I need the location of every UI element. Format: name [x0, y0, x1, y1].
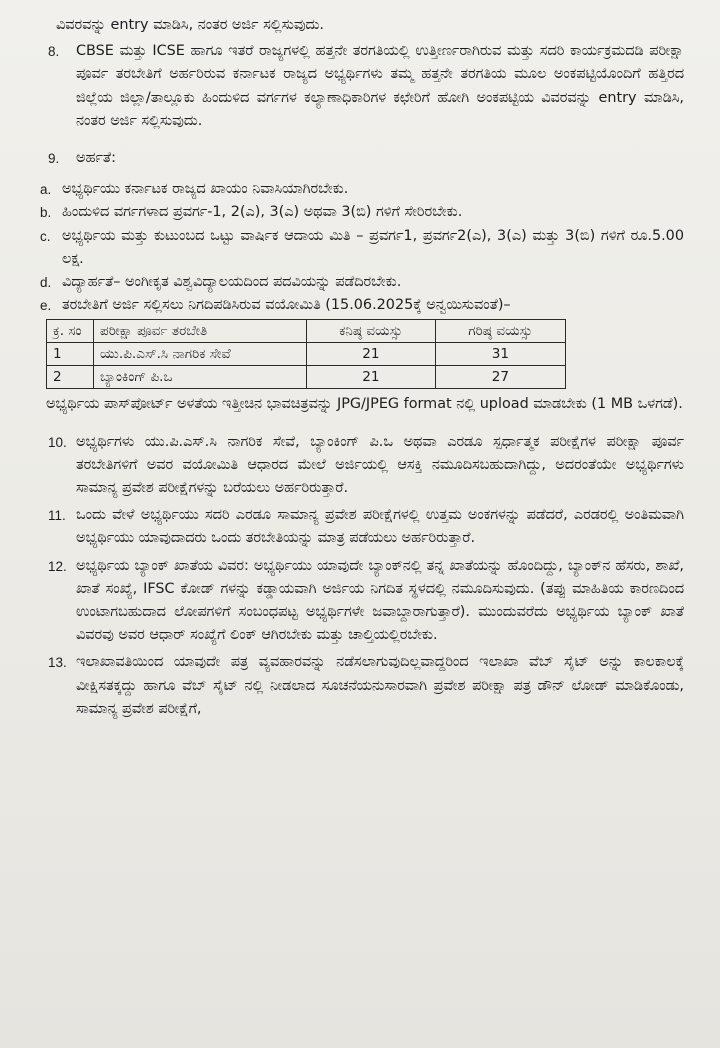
item-text: ಇಲಾಖಾವತಿಯಿಂದ ಯಾವುದೇ ಪತ್ರ ವ್ಯವಹಾರವನ್ನು ನಡೆಸಲಾಗುವುದಿಲ್ಲವಾದ್ದರಿಂದ ಇಲಾಖಾ ವೆಬ್ ಸೈಟ್ ಅನ್ನು ಕಾಲಕಾಲಕ್ಕೆ ವೀಕ್ಷಿಸತಕ್ಕದ್ದು ಹಾಗೂ ವೆಬ್ ಸೈಟ್ ನಲ್ಲಿ ನೀಡಲಾದ ಸೂಚನೆಯನುಸಾರವಾಗಿ ಪ್ರವೇಶ ಪರೀಕ್ಷಾ ಪತ್ರ ಡೌನ್ ಲೋಡ್ ಮಾಡಿಕೊಂಡು, ಸಾಮಾನ್ಯ ಪ್ರವೇಶ ಪರೀಕ್ಷೆಗೆ, — [76, 654, 684, 717]
item-8 — [48, 40, 684, 133]
list-item — [40, 201, 684, 224]
table-row — [47, 366, 566, 389]
list-item — [40, 271, 684, 294]
sub-text: ತರಬೇತಿಗೆ ಅರ್ಜಿ ಸಲ್ಲಿಸಲು ನಿಗದಿಪಡಿಸಿರುವ ವಯೋಮಿತಿ (15.06.2025ಕ್ಕೆ ಅನ್ವಯಿಸುವಂತೆ)– — [62, 297, 511, 314]
table-cell: 31 — [435, 343, 565, 366]
item-9 — [40, 147, 684, 417]
intro-line: ವಿವರವನ್ನು entry ಮಾಡಿಸಿ, ನಂತರ ಅರ್ಜಿ ಸಲ್ಲಿಸುವುದು. — [56, 17, 324, 33]
table-row — [47, 343, 566, 366]
item-text: ಒಂದು ವೇಳೆ ಅಭ್ಯರ್ಥಿಯು ಸದರಿ ಎರಡೂ ಸಾಮಾನ್ಯ ಪ್ರವೇಶ ಪರೀಕ್ಷೆಗಳಲ್ಲಿ ಉತ್ತಮ ಅಂಕಗಳನ್ನು ಪಡೆದರೆ, ಎರಡರಲ್ಲಿ ಅಂತಿಮವಾಗಿ ಅಭ್ಯರ್ಥಿಯು ಯಾವುದಾದರು ಒಂದು ತರಬೇತಿಯನ್ನು ಮಾತ್ರ ಪಡೆಯಲು ಅರ್ಹರಿರುತ್ತಾರೆ. — [76, 507, 684, 547]
item-number: 12. — [48, 558, 67, 574]
item-11 — [48, 504, 684, 550]
item-number: 13. — [48, 655, 67, 671]
table-header: ಪರೀಕ್ಷಾ ಪೂರ್ವ ತರಬೇತಿ — [94, 320, 307, 343]
table-header-row — [47, 320, 566, 343]
item-number: 10. — [48, 434, 67, 450]
table-cell: ಬ್ಯಾಂಕಿಂಗ್ ಪಿ.ಒ — [94, 366, 307, 389]
sub-number: c. — [40, 228, 51, 244]
eligibility-list — [40, 178, 684, 317]
item-text: CBSE ಮತ್ತು ICSE ಹಾಗೂ ಇತರೆ ರಾಜ್ಯಗಳಲ್ಲಿ ಹತ್ತನೇ ತರಗತಿಯಲ್ಲಿ ಉತ್ತೀರ್ಣರಾಗಿರುವ ಮತ್ತು ಸದರಿ ಕಾರ್ಯಕ್ರಮದಡಿ ಪರೀಕ್ಷಾ ಪೂರ್ವ ತರಬೇತಿಗೆ ಅರ್ಹರಿರುವ ಕರ್ನಾಟಕ ರಾಜ್ಯದ ಅಭ್ಯರ್ಥಿಗಳು ತಮ್ಮ ಹತ್ತನೇ ತರಗತಿಯ ಮೂಲ ಅಂಕಪಟ್ಟಿಯೊಂದಿಗೆ ಹತ್ತಿರದ ಜಿಲ್ಲೆಯ ಜಿಲ್ಲಾ/ತಾಲ್ಲೂಕು ಹಿಂದುಳಿದ ವರ್ಗಗಳ ಕಲ್ಯಾಣಾಧಿಕಾರಿಗಳ ಕಛೇರಿಗೆ ಹೋಗಿ ಅಂಕಪಟ್ಟಿಯ ವಿವರವನ್ನು entry ಮಾಡಿಸಿ, ನಂತರ ಅರ್ಜಿ ಸಲ್ಲಿಸುವುದು. — [76, 43, 684, 129]
item-9-heading: ಅರ್ಹತೆ: — [76, 150, 116, 167]
sub-number: b. — [40, 205, 52, 221]
item-number: 11. — [48, 508, 66, 524]
photo-upload-note: ಅಭ್ಯರ್ಥಿಯ ಪಾಸ್‌ಪೋರ್ಟ್ ಅಳತೆಯ ಇತ್ತೀಚಿನ ಭಾವಚಿತ್ರವನ್ನು JPG/JPEG format ನಲ್ಲಿ upload ಮಾಡಬೇಕು (1 MB ಒಳಗಡೆ). — [46, 396, 683, 413]
item-number: 9. — [48, 151, 60, 167]
sub-number: a. — [40, 182, 52, 198]
item-text: ಅಭ್ಯರ್ಥಿಯ ಬ್ಯಾಂಕ್ ಖಾತೆಯ ವಿವರ: ಅಭ್ಯರ್ಥಿಯು ಯಾವುದೇ ಬ್ಯಾಂಕ್‌ನಲ್ಲಿ ತನ್ನ ಖಾತೆಯನ್ನು ಹೊಂದಿದ್ದು, ಬ್ಯಾಂಕ್‌ನ ಹೆಸರು, ಶಾಖೆ, ಖಾತೆ ಸಂಖ್ಯೆ, IFSC ಕೋಡ್ ಗಳನ್ನು ಕಡ್ಡಾಯವಾಗಿ ಅರ್ಜಿಯ ನಿಗದಿತ ಸ್ಥಳದಲ್ಲಿ ನಮೂದಿಸುವುದು. (ತಪ್ಪು ಮಾಹಿತಿಯ ಕಾರಣದಿಂದ ಉಂಟಾಗಬಹುದಾದ ಲೋಪಗಳಿಗೆ ಸಂಬಂಧಪಟ್ಟ ಅಭ್ಯರ್ಥಿಗಳೇ ಜವಾಬ್ದಾರಾಗುತ್ತಾರೆ). ಮುಂದುವರೆದು ಅಭ್ಯರ್ಥಿಯ ಬ್ಯಾಂಕ್ ಖಾತೆ ವಿವರವು ಅವರ ಆಧಾರ್ ಸಂಖ್ಯೆಗೆ ಲಿಂಕ್ ಆಗಿರಬೇಕು ಮತ್ತು ಚಾಲ್ತಿಯಲ್ಲಿರಬೇಕು. — [76, 557, 684, 644]
table-cell: ಯು.ಪಿ.ಎಸ್.ಸಿ ನಾಗರಿಕ ಸೇವೆ — [94, 343, 307, 366]
sub-text: ಅಭ್ಯರ್ಥಿಯ ಮತ್ತು ಕುಟುಂಬದ ಒಟ್ಟು ವಾರ್ಷಿಕ ಆದಾಯ ಮಿತಿ – ಪ್ರವರ್ಗ1, ಪ್ರವರ್ಗ2(ಎ), 3(ಎ) ಮತ್ತು 3(ಬಿ) ಗಳಿಗೆ ರೂ.5.00 ಲಕ್ಷ. — [62, 227, 684, 267]
list-item — [40, 294, 684, 317]
table-header: ಗರಿಷ್ಠ ವಯಸ್ಸು — [435, 320, 565, 343]
table-cell: 2 — [47, 366, 94, 389]
sub-number: d. — [40, 275, 52, 291]
sub-number: e. — [40, 298, 52, 314]
item-10 — [48, 431, 684, 501]
item-12 — [48, 555, 684, 648]
age-limit-table — [46, 319, 566, 389]
table-cell: 27 — [435, 366, 565, 389]
table-cell: 1 — [47, 343, 94, 366]
sub-text: ವಿದ್ಯಾರ್ಹತೆ– ಅಂಗೀಕೃತ ವಿಶ್ವವಿದ್ಯಾಲಯದಿಂದ ಪದವಿಯನ್ನು ಪಡೆದಿರಬೇಕು. — [62, 274, 402, 291]
item-13 — [48, 651, 684, 721]
list-item — [40, 225, 684, 271]
table-cell: 21 — [307, 366, 436, 389]
sub-text: ಹಿಂದುಳಿದ ವರ್ಗಗಳಾದ ಪ್ರವರ್ಗ-1, 2(ಎ), 3(ಎ) ಅಥವಾ 3(ಬಿ) ಗಳಿಗೆ ಸೇರಿರಬೇಕು. — [62, 204, 463, 221]
list-item — [40, 178, 684, 201]
table-header: ಕ್ರ. ಸಂ — [47, 320, 94, 343]
item-number: 8. — [48, 44, 60, 60]
table-cell: 21 — [307, 343, 436, 366]
table-header: ಕನಿಷ್ಠ ವಯಸ್ಸು — [307, 320, 436, 343]
item-text: ಅಭ್ಯರ್ಥಿಗಳು ಯು.ಪಿ.ಎಸ್.ಸಿ ನಾಗರಿಕ ಸೇವೆ, ಬ್ಯಾಂಕಿಂಗ್ ಪಿ.ಒ ಅಥವಾ ಎರಡೂ ಸ್ಪರ್ಧಾತ್ಮಕ ಪರೀಕ್ಷೆಗಳ ಪರೀಕ್ಷಾ ಪೂರ್ವ ತರಬೇತಿಗಳಿಗೆ ಅವರ ವಯೋಮಿತಿ ಆಧಾರದ ಮೇಲೆ ಅರ್ಜಿಯಲ್ಲಿ ಆಸಕ್ತಿ ನಮೂದಿಸಬಹುದಾಗಿದ್ದು, ಅದರಂತೆಯೇ ಅಭ್ಯರ್ಥಿಗಳು ಸಾಮಾನ್ಯ ಪ್ರವೇಶ ಪರೀಕ್ಷೆಗಳನ್ನು ಬರೆಯಲು ಅರ್ಹರಿರುತ್ತಾರೆ. — [76, 433, 684, 497]
sub-text: ಅಭ್ಯರ್ಥಿಯು ಕರ್ನಾಟಕ ರಾಜ್ಯದ ಖಾಯಂ ನಿವಾಸಿಯಾಗಿರಬೇಕು. — [62, 181, 349, 198]
